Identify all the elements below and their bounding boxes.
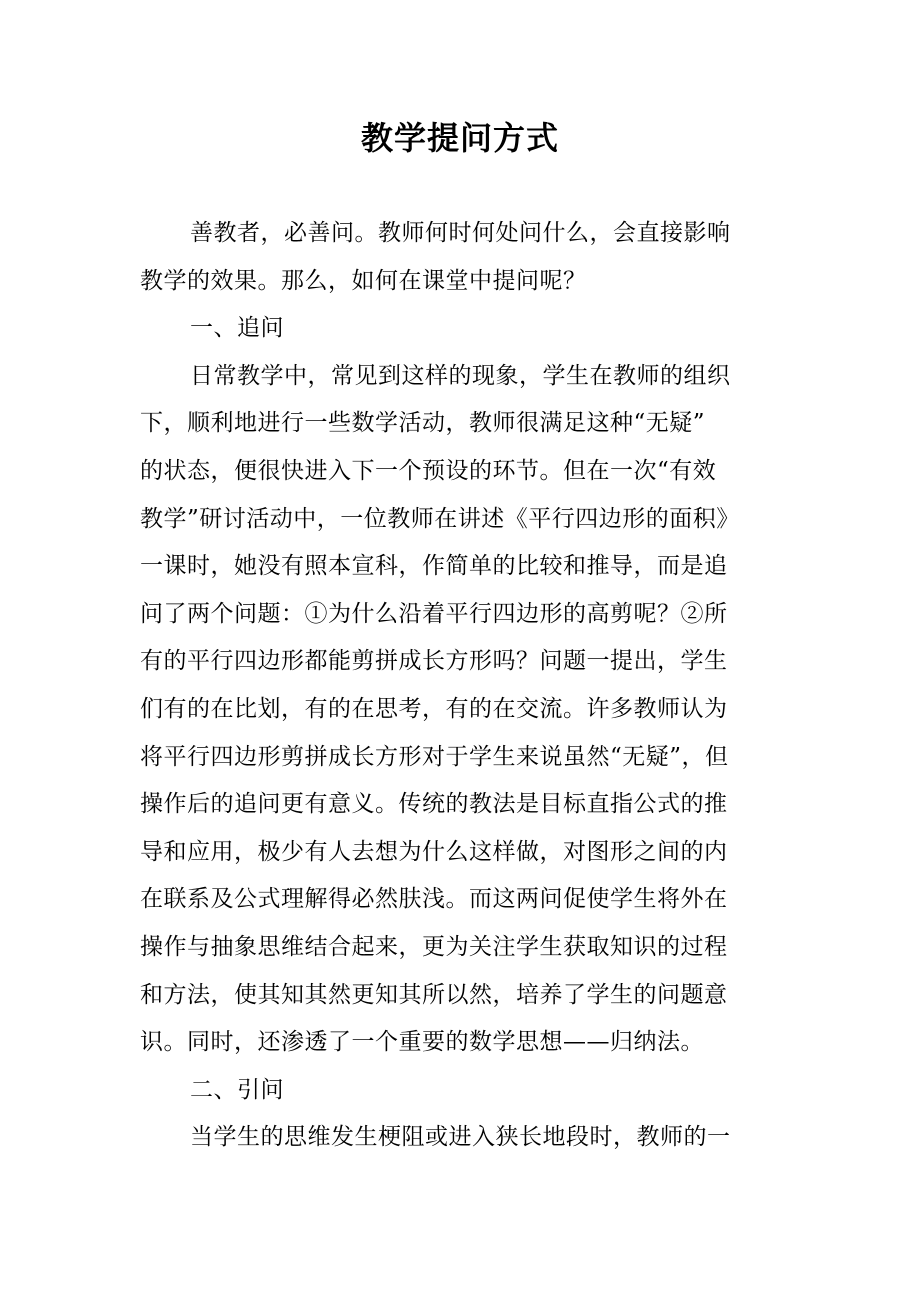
text-line: 善教者，必善问。教师何时何处问什么，会直接影响 xyxy=(190,220,731,246)
text-line: 的状态，便很快进入下一个预设的环节。但在一次“有效 xyxy=(140,457,717,484)
text-line: 在联系及公式理解得必然肤浅。而这两问促使学生将外在 xyxy=(140,886,728,913)
text-line: 当学生的思维发生梗阻或进入狭长地段时，教师的一 xyxy=(190,1124,731,1151)
text-line: 下，顺利地进行一些数学活动，教师很满足这种“无疑” xyxy=(140,410,706,437)
text-line: 一课时，她没有照本宣科，作简单的比较和推导，而是追 xyxy=(140,553,728,580)
text-line: 操作后的追问更有意义。传统的教法是目标直指公式的推 xyxy=(140,791,728,818)
text-line: 有的平行四边形都能剪拼成长方形吗？问题一提出，学生 xyxy=(140,648,728,675)
text-line: 将平行四边形剪拼成长方形对于学生来说虽然“无疑”，但 xyxy=(140,743,729,770)
section-heading: 二、引问 xyxy=(190,1076,284,1103)
text-line: 日常教学中，常见到这样的现象，学生在教师的组织 xyxy=(190,362,731,389)
document-body xyxy=(140,210,780,1162)
section-heading: 一、追问 xyxy=(190,315,284,342)
text-line: 们有的在比划，有的在思考，有的在交流。许多教师认为 xyxy=(140,695,728,722)
text-line: 教学”研讨活动中，一位教师在讲述《平行四边形的面积》 xyxy=(140,505,740,532)
text-line: 操作与抽象思维结合起来，更为关注学生获取知识的过程 xyxy=(140,933,728,960)
page-title: 教学提问方式 xyxy=(360,119,559,157)
text-line: 导和应用，极少有人去想为什么这样做，对图形之间的内 xyxy=(140,838,728,865)
text-line: 识。同时，还渗透了一个重要的数学思想——归纳法。 xyxy=(140,1029,704,1056)
text-line: 问了两个问题：①为什么沿着平行四边形的高剪呢？②所 xyxy=(140,600,728,627)
text-line: 教学的效果。那么，如何在课堂中提问呢？ xyxy=(140,267,587,294)
text-line: 和方法，使其知其然更知其所以然，培养了学生的问题意 xyxy=(140,981,728,1008)
